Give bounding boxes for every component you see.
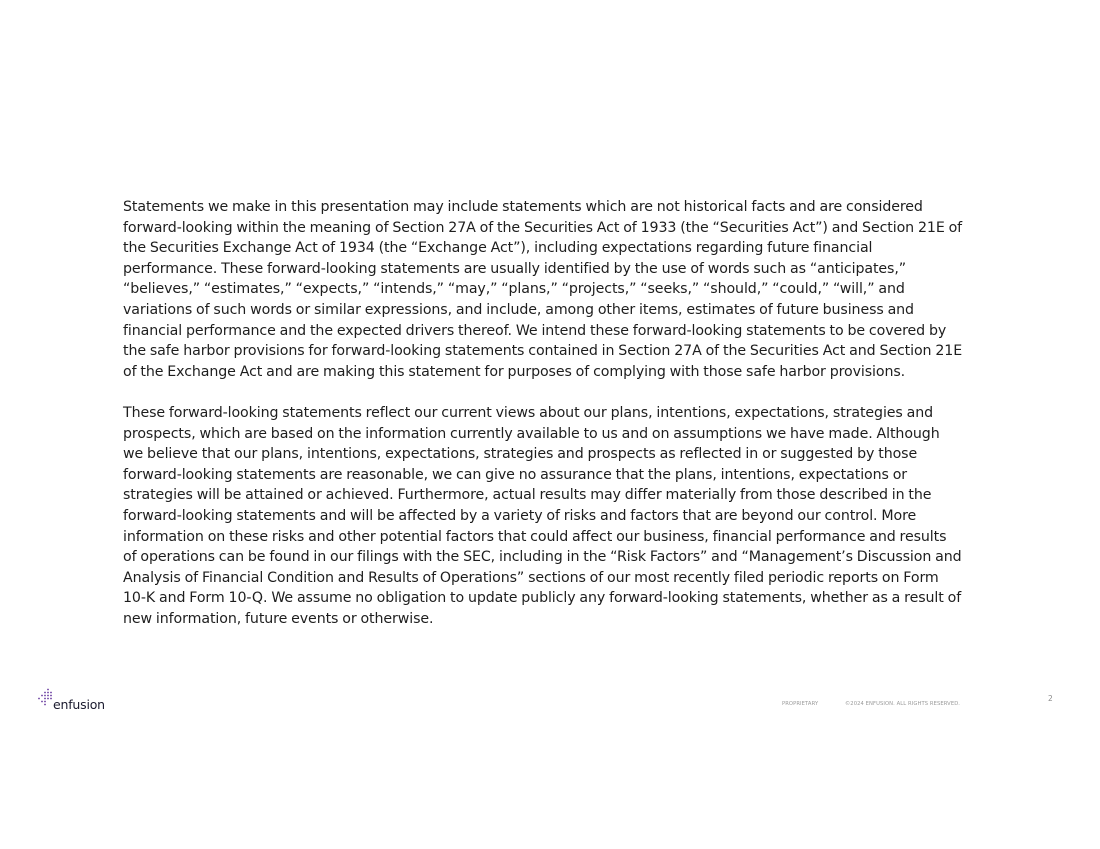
disclaimer-paragraph-1: Statements we make in this presentation may include statements which are not historical facts and are considered forward-looking within the meaning of Section 27A of the Securities Act of 1933 (the “Securities Act”) and Section 21E of the Securities Exchange Act of 1934 (the “Exchange Act”), including expectations regarding future financial performance. These forward-looking statements are usually identified by the use of words such as “anticipates,” “believes,” “estimates,” “expects,” “intends,” “may,” “plans,” “projects,” “seeks,” “should,” “could,” “will,” and variations of such words or similar expressions, and include, among other items, estimates of future business and financial performance and the expected drivers thereof. We intend these forward-looking statements to be covered by the safe harbor provisions for forward-looking statements contained in Section 27A of the Securities Act and Section 21E of the Exchange Act and are making this statement for purposes of complying with those safe harbor provisions. [123,199,963,380]
footer-copyright: ©2024 ENFUSION. ALL RIGHTS RESERVED. [845,701,961,707]
page-number: 2 [1048,694,1053,703]
disclaimer-body [123,197,963,650]
disclaimer-paragraph-2: These forward-looking statements reflect our current views about our plans, intentions, expectations, strategies and prospects, which are based on the information currently available to us and on assumptions we have made. Although we believe that our plans, intentions, expectations, strategies and prospects as reflected in or suggested by those forward-looking statements are reasonable, we can give no assurance that the plans, intentions, expectations or strategies will be attained or achieved. Furthermore, actual results may differ materially from those described in the forward-looking statements and will be affected by a variety of risks and factors that are beyond our control. More information on these risks and other potential factors that could affect our business, financial performance and results of operations can be found in our filings with the SEC, including in the “Risk Factors” and “Management’s Discussion and Analysis of Financial Condition and Results of Operations” sections of our most recently filed periodic reports on Form 10-K and Form 10-Q. We assume no obligation to update publicly any forward-looking statements, whether as a result of new information, future events or otherwise. [123,404,962,627]
footer-proprietary-label: PROPRIETARY [782,701,819,707]
enfusion-logo [37,688,147,714]
logo-wordmark: enfusion [53,697,105,712]
